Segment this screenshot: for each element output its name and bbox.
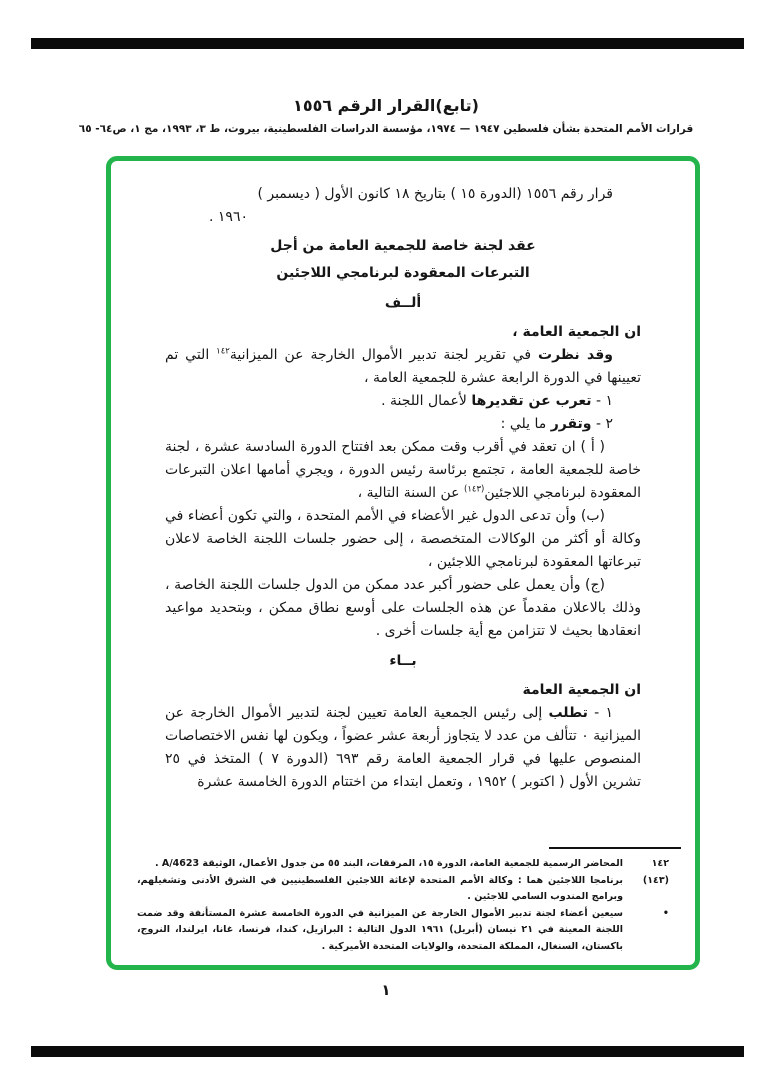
considered-tail: التي تم تعيينها في الدورة الرابعة عشرة للجمعية العامة ، xyxy=(165,347,641,386)
section-b-preamble: ان الجمعية العامة xyxy=(522,682,641,698)
section-a-item-2 xyxy=(165,413,641,436)
bullet-icon: • xyxy=(662,907,669,919)
considered-rest: في تقرير لجنة تدبير الأموال الخارجة عن الميزانية xyxy=(229,347,538,363)
section-a-considered xyxy=(165,344,641,390)
footnote-bullet xyxy=(137,906,669,956)
resolution-subject-line2: التبرعات المعقودة لبرنامجي اللاجئين xyxy=(276,265,530,281)
scan-artifact-bar-top xyxy=(31,38,744,49)
page-number: ١ xyxy=(381,981,391,999)
section-a-marker: ألــف xyxy=(384,295,422,311)
subitem-b-label: (ب) xyxy=(576,508,605,524)
resolution-intro-line2: ١٩٦٠ . xyxy=(209,209,248,225)
document-title: (تابع)القرار الرقم ١٥٥٦ xyxy=(293,96,479,115)
section-b-marker: بــاء xyxy=(389,653,417,669)
subitem-a xyxy=(165,436,641,505)
item1-rest: لأعمال اللجنة . xyxy=(381,393,472,409)
item2-number: ٢ - xyxy=(591,416,613,432)
item2-rest: ما يلي : xyxy=(500,416,551,432)
subitem-a-label: ( أ ) xyxy=(575,439,605,455)
item-b1-verb: تطلب xyxy=(548,705,588,721)
resolution-subject-line1: عقد لجنة خاصة للجمعية العامة من أجل xyxy=(270,238,536,254)
subitem-c-label: (ج) xyxy=(580,577,605,593)
subitem-b-text: وأن تدعى الدول غير الأعضاء في الأمم المتحدة ، والتي تكون أعضاء في وكالة أو أكثر من الوكالات المتخصصة ، إلى حضور جلسات اللجنة الخاصة لاعلان تبرعاتها المعقودة لبرنامجي اللاجئين ، xyxy=(165,508,641,570)
page-header xyxy=(0,96,772,135)
subitem-c xyxy=(165,574,641,643)
footnote-bullet-text: سيعين أعضاء لجنة تدبير الأموال الخارجة عن الميزانية في الدورة الخامسة عشرة المستأنفة وقد ضمت اللجنة المعينة في ٢١ نيسان (أبريل) ١٩٦١ الدول التالية : البرازيل، كندا، فرنسا، غانا، ايرلندا، النروج، باكستان، السنغال، المملكة المتحدة، والولايات المتحدة الأميركية . xyxy=(137,907,623,952)
footnote-142-text: المحاضر الرسمية للجمعية العامة، الدورة ١٥، المرفقات، البند ٥٥ من جدول الأعمال، الوثيقة A/4623 . xyxy=(154,858,623,869)
section-b-item-1 xyxy=(165,702,641,794)
resolution-body xyxy=(165,183,641,847)
resolution-intro-line1: قرار رقم ١٥٥٦ (الدورة ١٥ ) بتاريخ ١٨ كانون الأول ( ديسمبر ) xyxy=(257,186,613,202)
footnotes xyxy=(137,847,669,955)
item1-verb: تعرب عن تقديرها xyxy=(471,393,592,409)
item-b1-rest: إلى رئيس الجمعية العامة تعيين لجنة لتدبير الأموال الخارجة عن الميزانية ٠ تتألف من عدد لا يتجاوز أربعة عشر عضواً ، ويكون لها نفس الاختصاصات المنصوص عليها في قرار الجمعية العامة رقم ٦٩٣ (الدورة ٧ ) المتخذ في ٢٥ تشرين الأول ( اكتوبر ) ١٩٥٢ ، وتعمل ابتداء من اختتام الدورة الخامسة عشرة xyxy=(165,705,641,790)
section-a-item-1 xyxy=(165,390,641,413)
considered-lead: وقد نظرت xyxy=(538,347,613,363)
resolution-frame xyxy=(106,156,700,970)
footnote-ref-142: ١٤٢ xyxy=(216,346,230,357)
subitem-b xyxy=(165,505,641,574)
footnote-ref-143: (١٤٣) xyxy=(464,484,485,495)
subitem-a-text: ان تعقد في أقرب وقت ممكن بعد افتتاح الدورة السادسة عشرة ، لجنة خاصة للجمعية العامة ، تجتمع برئاسة رئيس الدورة ، ويجري أمامها اعلان التبرعات المعقودة لبرنامجي اللاجئين xyxy=(165,439,641,501)
footnote-143-text: برنامجا اللاجئين هما : وكالة الأمم المتحدة لإغاثة اللاجئين الفلسطينيين في الشرق الأدنى وتشغيلهم، وبرامج المندوب السامي للاجئين . xyxy=(137,874,623,902)
source-citation: قرارات الأمم المتحدة بشأن فلسطين ١٩٤٧ — ١٩٧٤، مؤسسة الدراسات الفلسطينية، بيروت، ط ٣، ١٩٩٣، مج ١، ص٦٤- ٦٥ xyxy=(78,123,694,135)
footnote-separator xyxy=(549,847,681,849)
footnote-142 xyxy=(137,856,669,873)
footnote-142-marker: ١٤٢ xyxy=(651,858,669,869)
subitem-c-text: وأن يعمل على حضور أكبر عدد ممكن من الدول جلسات اللجنة الخاصة ، وذلك بالاعلان مقدماً عن هذه الجلسات على أوسع نطاق ممكن ، وبتحديد مواعيد انعقادها بحيث لا تتزامن مع أية جلسات أخرى . xyxy=(165,577,641,639)
item-b1-number: ١ - xyxy=(587,705,613,721)
scan-artifact-bar-bottom xyxy=(31,1046,744,1057)
section-a-preamble: ان الجمعية العامة ، xyxy=(512,324,641,340)
item1-number: ١ - xyxy=(591,393,613,409)
footnote-143 xyxy=(137,873,669,906)
item2-verb: وتقرر xyxy=(550,416,592,432)
subitem-a-tail: عن السنة التالية ، xyxy=(357,485,464,501)
footnote-143-marker: (١٤٣) xyxy=(642,874,669,886)
